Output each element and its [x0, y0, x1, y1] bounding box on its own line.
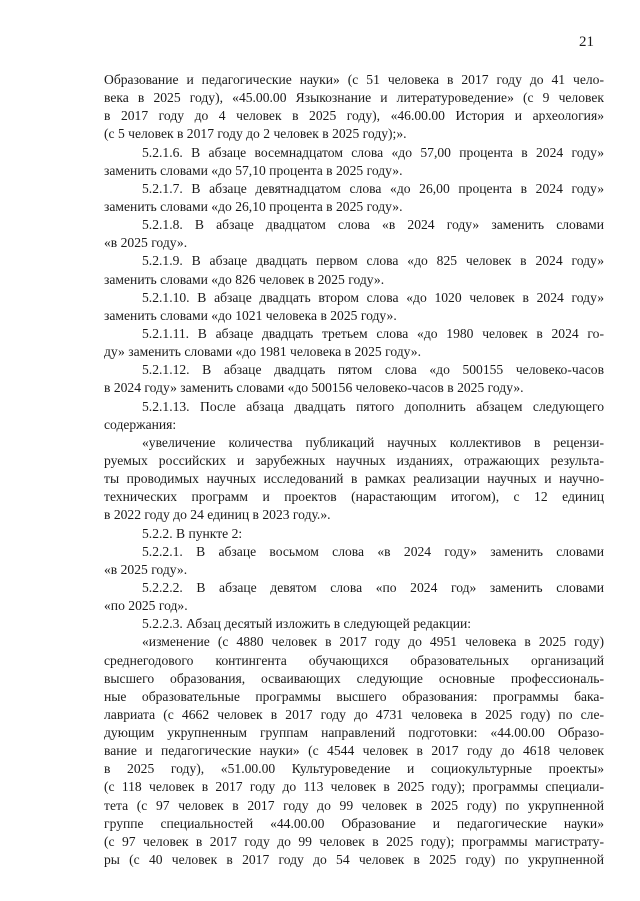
text-line: заменить словами «до 1021 человека в 2025 году». — [104, 307, 397, 323]
text-line: технических программ и проектов (нарастающим итогом), с 12 единиц — [104, 489, 604, 505]
text-line: заменить словами «до 826 человек в 2025 году». — [104, 271, 385, 287]
text-line: в 2024 году» заменить словами «до 500156 человеко-часов в 2025 году». — [104, 380, 524, 396]
text-line: лавриата (с 4662 человек в 2017 году до 4731 человека в 2025 году) по сле- — [104, 706, 604, 722]
text-line: ты проводимых научных исследований в рамках реализации научных и научно- — [104, 471, 604, 487]
text-line: в 2025 году), «51.00.00 Культуроведение и социокультурные проекты» — [104, 761, 604, 777]
text-line: заменить словами «до 26,10 процента в 2025 году». — [104, 198, 403, 214]
text-line: среднегодового контингента обучающихся образовательных организаций — [104, 652, 604, 668]
text-line: «в 2025 году». — [104, 235, 188, 251]
text-line: 5.2.1.11. В абзаце двадцать третьем слова «до 1980 человек в 2024 го- — [142, 325, 604, 341]
document-body — [104, 71, 604, 869]
text-line: Образование и педагогические науки» (с 51 человека в 2017 году до 41 чело- — [104, 72, 604, 87]
text-line: «увеличение количества публикаций научных коллективов в рецензи- — [142, 434, 604, 450]
text-line: в 2017 году до 4 человек в 2025 году), «46.00.00 История и археология» — [104, 108, 604, 124]
text-line: 5.2.1.13. После абзаца двадцать пятого дополнить абзацем следующего — [142, 398, 604, 414]
text-line: 5.2.1.12. В абзаце двадцать пятом слова «до 500155 человеко-часов — [142, 362, 604, 378]
text-line: (с 97 человек в 2017 году до 99 человек в 2025 году); программы магистрату- — [104, 833, 604, 849]
text-line: 5.2.2. В пункте 2: — [142, 525, 243, 541]
text-line: (с 118 человек в 2017 году до 113 человек в 2025 году); программы специали- — [104, 779, 604, 795]
text-line: 5.2.2.2. В абзаце девятом слова «по 2024 год» заменить словами — [142, 579, 604, 595]
text-line: 5.2.2.3. Абзац десятый изложить в следующей редакции: — [142, 616, 472, 632]
text-line: 5.2.1.6. В абзаце восемнадцатом слова «до 57,00 процента в 2024 году» — [142, 144, 604, 160]
text-line: «в 2025 году». — [104, 561, 188, 577]
text-line: содержания: — [104, 416, 177, 432]
text-line: руемых российских и зарубежных научных изданиях, отражающих результа- — [104, 452, 604, 468]
text-line: высшего образования, осваивающих следующие основные профессиональ- — [104, 670, 604, 686]
text-line: 5.2.1.10. В абзаце двадцать втором слова «до 1020 человек в 2024 году» — [142, 289, 604, 305]
text-line: в 2022 году до 24 единиц в 2023 году.». — [104, 507, 331, 523]
text-line: 5.2.1.7. В абзаце девятнадцатом слова «до 26,00 процента в 2024 году» — [142, 180, 604, 196]
text-line: дующим укрупненным группам направлений подготовки: «44.00.00 Образо- — [104, 725, 604, 741]
text-line: вание и педагогические науки» (с 4544 человек в 2017 году до 4618 человек — [104, 743, 604, 759]
text-line: (с 5 человек в 2017 году до 2 человек в 2025 году);». — [104, 126, 407, 142]
page-number: 21 — [579, 34, 594, 50]
text-line: заменить словами «до 57,10 процента в 2025 году». — [104, 162, 403, 178]
text-line: группе специальностей «44.00.00 Образование и педагогические науки» — [104, 815, 604, 831]
text-line: 5.2.1.9. В абзаце двадцать первом слова «до 825 человек в 2024 году» — [142, 253, 604, 269]
text-line: «по 2025 год». — [104, 598, 188, 614]
text-line: 5.2.2.1. В абзаце восьмом слова «в 2024 году» заменить словами — [142, 543, 604, 559]
text-line: тета (с 97 человек в 2017 году до 99 человек в 2025 году) по укрупненной — [104, 797, 604, 813]
text-line: ду» заменить словами «до 1981 человека в 2025 году». — [104, 344, 421, 360]
text-line: века в 2025 году), «45.00.00 Языкознание и литературоведение» (с 9 человек — [104, 90, 604, 106]
text-line: ные образовательные программы высшего образования: программы бака- — [104, 688, 604, 704]
text-line: ры (с 40 человек в 2017 году до 54 человек в 2025 году) по укрупненной — [104, 852, 604, 868]
text-line: «изменение (с 4880 человек в 2017 году до 4951 человека в 2025 году) — [142, 634, 604, 650]
text-line: 5.2.1.8. В абзаце двадцатом слова «в 2024 году» заменить словами — [142, 217, 604, 233]
